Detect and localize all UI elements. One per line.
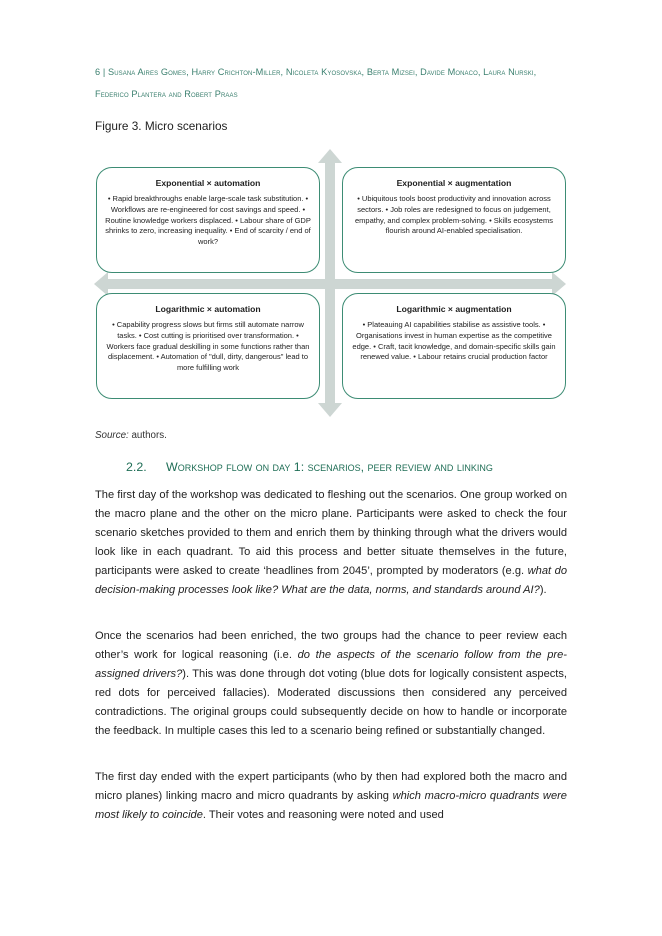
figure-title: Figure 3. Micro scenarios <box>95 119 228 133</box>
paragraph-text: The first day ended with the expert participants (who by then had explored both the macro and micro planes) linking macro and micro quadrants by asking <box>95 771 567 802</box>
quadrant-title: Exponential × automation <box>155 178 261 188</box>
paragraph-text: The first day of the workshop was dedicated to fleshing out the scenarios. One group worked on the macro plane and the other on the micro plane. Participants were asked to check the four scenario sketches provided to them and enrich them by thinking through what the drivers would look like in each quadrant. To aid this process and better situate themselves in the future, participants were asked to create ‘headlines from 2045’, prompted by moderators (e.g. <box>95 489 567 577</box>
section-title: Workshop flow on day 1: scenarios, peer review and linking <box>166 460 493 474</box>
quadrant-title: Exponential × augmentation <box>396 178 512 188</box>
paragraph-text: . Their votes and reasoning were noted and used <box>202 809 444 821</box>
arrow-up-icon <box>318 149 342 163</box>
section-number: 2.2. <box>126 460 147 474</box>
paragraph-emphasis: which macro-micro quadrants were most likely to coincide <box>95 790 567 821</box>
section-heading <box>126 460 493 474</box>
paragraph-text: ). <box>539 584 547 596</box>
paragraph-emphasis: do the aspects of the scenario follow from the pre-assigned drivers? <box>95 649 567 680</box>
running-header-authors: 6 | Susana Aires Gomes, Harry Crichton-Miller, Nicoleta Kyosovska, Berta Mizsei, Davide Monaco, Laura Nurski, <box>95 67 537 77</box>
quadrant-title: Logarithmic × augmentation <box>396 304 512 314</box>
body-paragraph-3 <box>95 768 567 825</box>
quadrant-title: Logarithmic × automation <box>155 304 261 314</box>
arrow-left-icon <box>94 272 108 296</box>
source-text: authors. <box>128 430 167 441</box>
arrow-down-icon <box>318 403 342 417</box>
paragraph-text: ). This was done through dot voting (blue dots for logically consistent aspects, red dots for perceived fallacies). Moderated discussions then considered any perceived contradictions. The original groups could subsequently decide on how to handle or incorporate the feedback. In multiple cases this led to a scenario being refined or substantially changed. <box>95 668 568 737</box>
body-paragraph-1 <box>95 486 567 600</box>
body-paragraph-2 <box>95 627 567 741</box>
figure-source <box>95 430 167 441</box>
quadrant-exponential-augmentation <box>342 167 566 273</box>
source-label: Source: <box>95 430 129 441</box>
paragraph-emphasis: what do decision-making processes look like? What are the data, norms, and standards around AI? <box>95 565 568 596</box>
scenario-matrix <box>90 145 570 420</box>
running-header <box>95 62 575 105</box>
quadrant-logarithmic-augmentation <box>342 293 566 399</box>
arrow-right-icon <box>552 272 566 296</box>
quadrant-text: • Plateauing AI capabilities stabilise as assistive tools. • Organisations invest in human expertise as the competitive edge. • Craft, tacit knowledge, and domain-specific skills gain renewed value. • Labour retains crucial production factor <box>352 320 556 362</box>
paragraph-text: Once the scenarios had been enriched, the two groups had the chance to peer review each other’s work for logical reasoning (i.e. <box>95 630 567 661</box>
quadrant-text: • Rapid breakthroughs enable large-scale task substitution. • Workflows are re-engineered for cost savings and speed. • Routine knowledge workers displaced. • Labour share of GDP shrinks to zero, increasing inequality. • End of scarcity / end of work? <box>105 194 311 247</box>
quadrant-text: • Ubiquitous tools boost productivity and innovation across sectors. • Job roles are redesigned to focus on judgement, empathy, and complex problem-solving. • Skills ecosystems flourish around AI-enabled specialisation. <box>355 194 553 236</box>
horizontal-axis <box>104 279 556 289</box>
quadrant-logarithmic-automation <box>96 293 320 399</box>
quadrant-exponential-automation <box>96 167 320 273</box>
quadrant-text: • Capability progress slows but firms still automate narrow tasks. • Cost cutting is prioritised over transformation. • Workers face gradual deskilling in some functions rather than displacement. • Automation of "dull, dirty, dangerous" lead to more fulfilling work <box>106 320 310 373</box>
running-header-authors-cont: Federico Plantera and Robert Praas <box>95 88 238 99</box>
